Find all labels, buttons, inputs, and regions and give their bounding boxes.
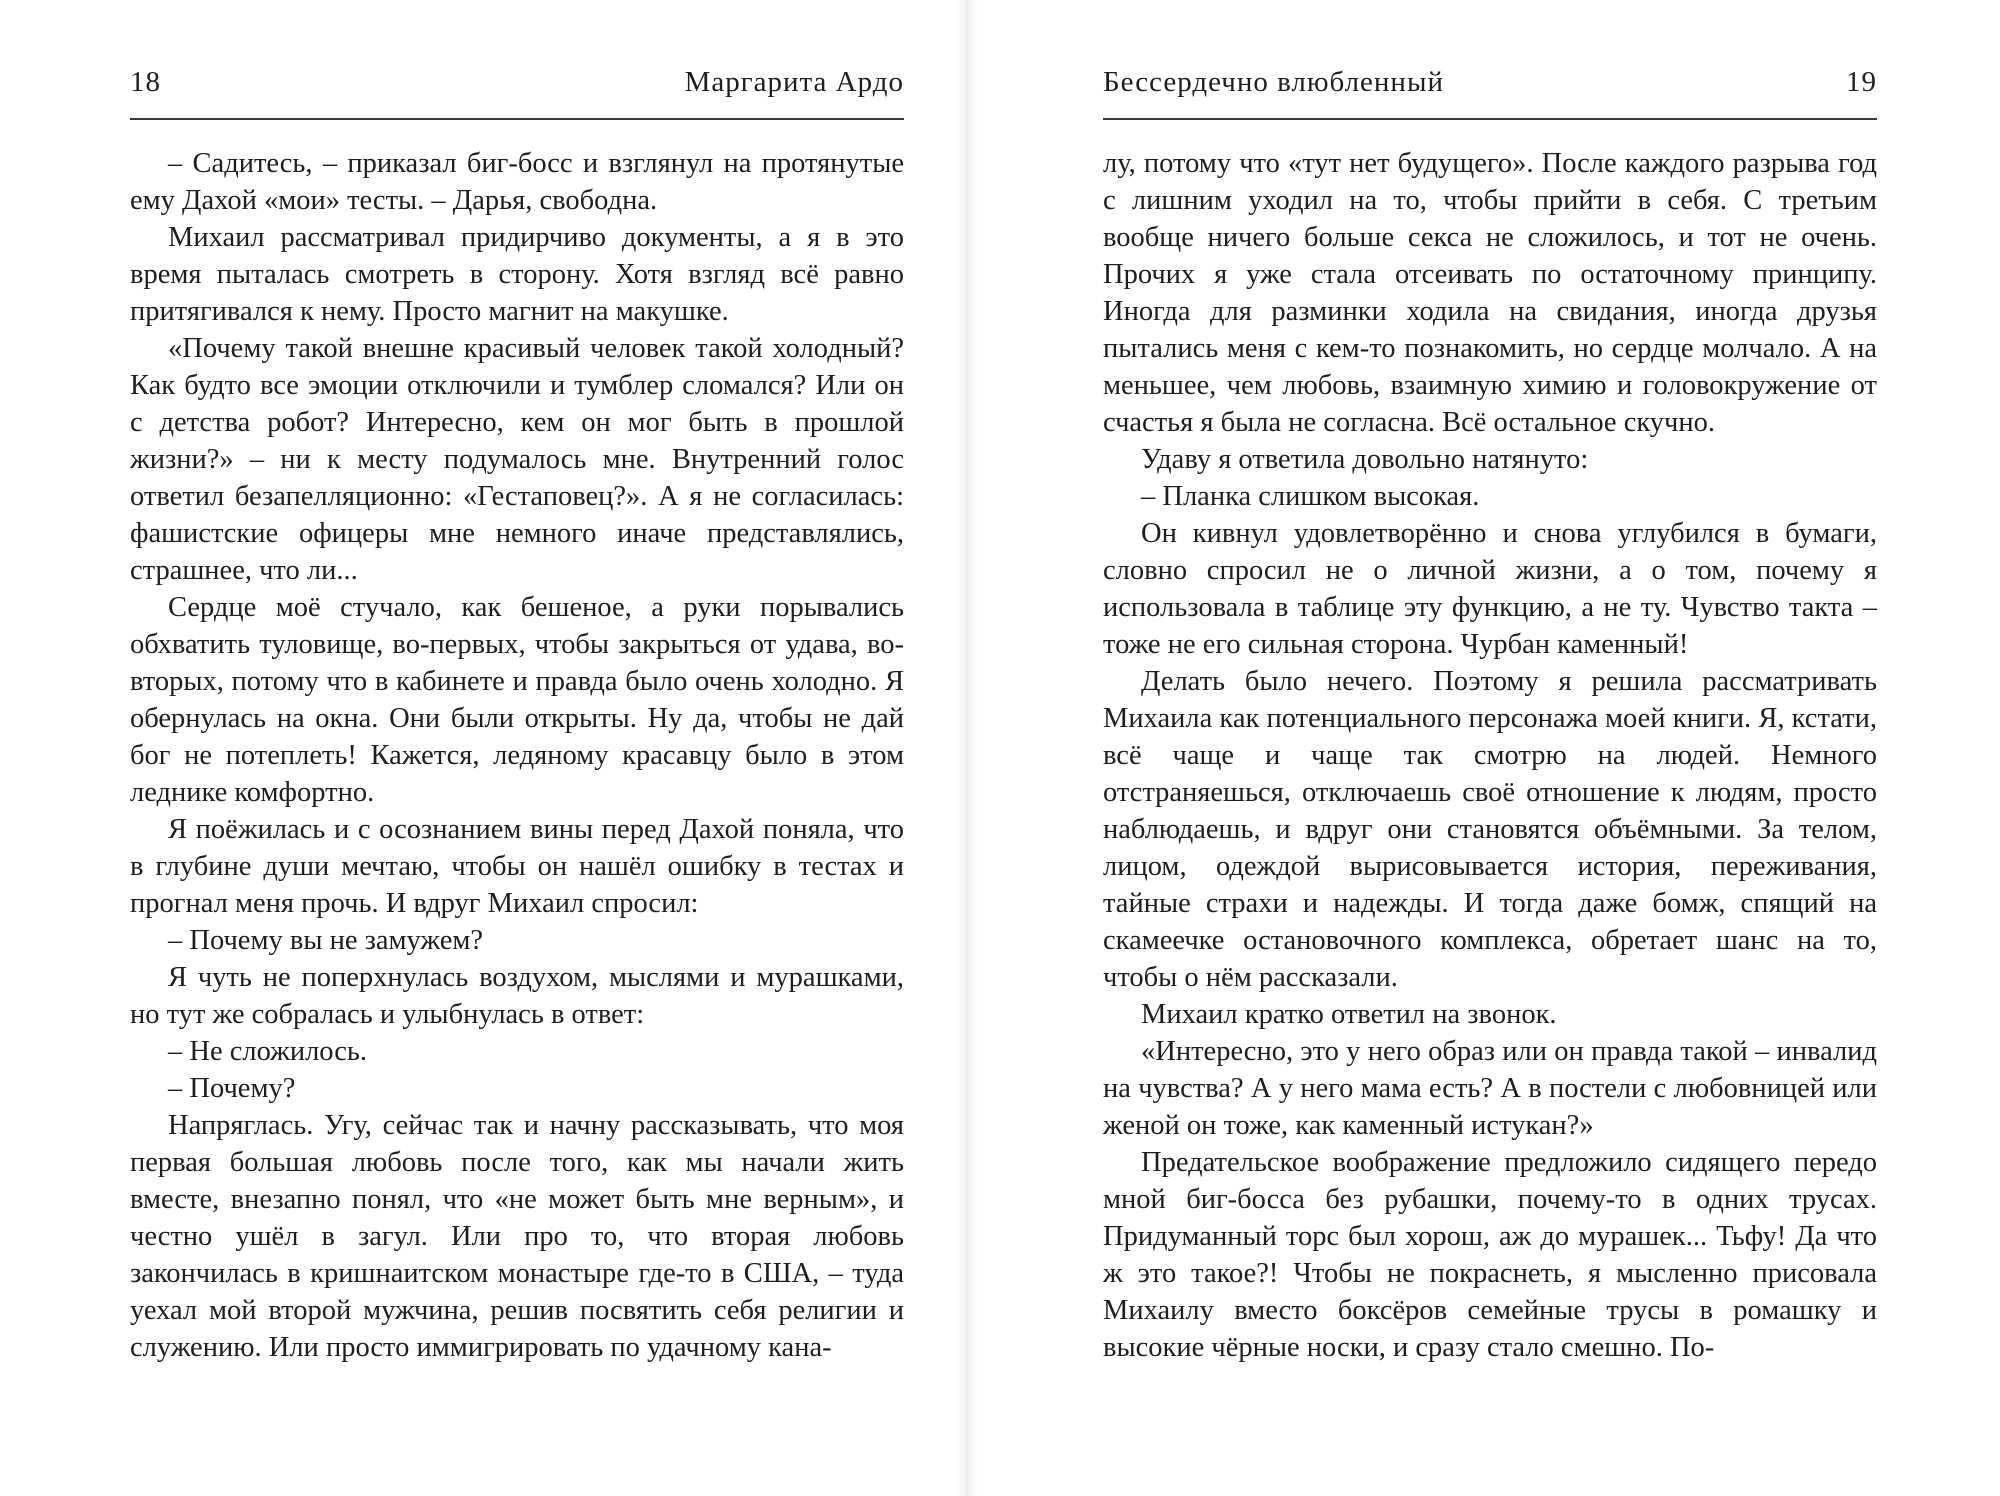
left-page-body <box>130 145 904 1366</box>
paragraph: – Не сложилось. <box>168 1036 368 1067</box>
book-gutter <box>955 0 977 1496</box>
paragraph: «Почему такой внешне красивый человек такой холодный? Как будто все эмоции отключили и тумблер сломался? Или он с детства робот? Интересно, кем он мог быть в прошлой жизни?» – ни к месту подумалось мне. Внутренний голос ответил безапелляционно: «Гестаповец?». А я не согласилась: фашистские офицеры мне немного иначе представлялись, страшнее, что ли... <box>130 333 904 586</box>
left-page <box>130 0 904 1496</box>
paragraph: «Интересно, это у него образ или он правда такой – инвалид на чувства? А у него мама есть? А в постели с любовницей или женой он тоже, как каменный истукан?» <box>1103 1036 1877 1141</box>
paragraph: Сердце моё стучало, как бешеное, а руки порывались обхватить туловище, во-первых, чтобы закрыться от удава, во-вторых, потому что в кабинете и правда было очень холодно. Я обернулась на окна. Они были открыты. Ну да, чтобы не дай бог не потеплеть! Кажется, ледяному красавцу было в этом леднике комфортно. <box>130 592 904 808</box>
paragraph: – Планка слишком высокая. <box>1141 481 1480 512</box>
left-page-header <box>130 66 904 110</box>
paragraph: – Почему? <box>168 1073 296 1104</box>
paragraph: Делать было нечего. Поэтому я решила рассматривать Михаила как потенциального персонажа моей книги. Я, кстати, всё чаще и чаще так смотрю на людей. Немного отстраняешься, отключаешь своё отношение к людям, просто наблюдаешь, и вдруг они становятся объёмными. За телом, лицом, одеждой вырисовывается история, переживания, тайные страхи и надежды. И тогда даже бомж, спящий на скамеечке остановочного комплекса, обретает шанс на то, чтобы о нём рассказали. <box>1103 666 1877 993</box>
right-page-header <box>1103 66 1877 110</box>
right-page <box>1103 0 1877 1496</box>
right-page-body <box>1103 145 1877 1366</box>
running-title-book: Бессердечно влюбленный <box>1103 66 1444 98</box>
paragraph: Я поёжилась и с осознанием вины перед Дахой поняла, что в глубине души мечтаю, чтобы он нашёл ошибку в тестах и прогнал меня прочь. И вдруг Михаил спросил: <box>130 814 904 919</box>
paragraph: Михаил кратко ответил на звонок. <box>1141 999 1557 1030</box>
continued-paragraph: лу, потому что «тут нет будущего». После каждого разрыва год с лишним уходил на то, чтобы прийти в себя. С третьим вообще ничего больше секса не сложилось, и тот не очень. Прочих я уже стала отсеивать по остаточному принципу. Иногда для разминки ходила на свидания, иногда друзья пытались меня с кем-то познакомить, но сердце молчало. А на меньшее, чем любовь, взаимную химию и головокружение от счастья я была не согласна. Всё остальное скучно. <box>1103 148 1877 438</box>
paragraph: Я чуть не поперхнулась воздухом, мыслями и мурашками, но тут же собралась и улыбнулась в ответ: <box>130 962 904 1030</box>
paragraph: Удаву я ответила довольно натянуто: <box>1141 444 1589 475</box>
page-number: 18 <box>130 66 161 98</box>
header-rule <box>1103 118 1877 120</box>
paragraph: – Садитесь, – приказал биг-босс и взглянул на протянутые ему Дахой «мои» тесты. – Дарья, свободна. <box>130 148 904 216</box>
page-number: 19 <box>1846 66 1877 98</box>
paragraph: – Почему вы не замужем? <box>168 925 484 956</box>
paragraph: Михаил рассматривал придирчиво документы, а я в это время пыталась смотреть в сторону. Хотя взгляд всё равно притягивался к нему. Просто магнит на макушке. <box>130 222 904 327</box>
paragraph: Он кивнул удовлетворённо и снова углубился в бумаги, словно спросил не о личной жизни, а о том, почему я использовала в таблице эту функцию, а не ту. Чувство такта – тоже не его сильная сторона. Чурбан каменный! <box>1103 518 1877 660</box>
paragraph: Предательское воображение предложило сидящего передо мной биг-босса без рубашки, почему-то в одних трусах. Придуманный торс был хорош, аж до мурашек... Тьфу! Да что ж это такое?! Чтобы не покраснеть, я мысленно присовала Михаилу вместо боксёров семейные трусы в ромашку и высокие чёрные носки, и сразу стало смешно. По- <box>1103 1147 1877 1363</box>
running-title-author: Маргарита Ардо <box>684 66 904 98</box>
paragraph: Напряглась. Угу, сейчас так и начну рассказывать, что моя первая большая любовь после того, как мы начали жить вместе, внезапно понял, что «не может быть мне верным», и честно ушёл в загул. Или про то, что вторая любовь закончилась в кришнаитском монастыре где-то в США, – туда уехал мой второй мужчина, решив посвятить себя религии и служению. Или просто иммигрировать по удачному кана- <box>130 1110 904 1363</box>
header-rule <box>130 118 904 120</box>
